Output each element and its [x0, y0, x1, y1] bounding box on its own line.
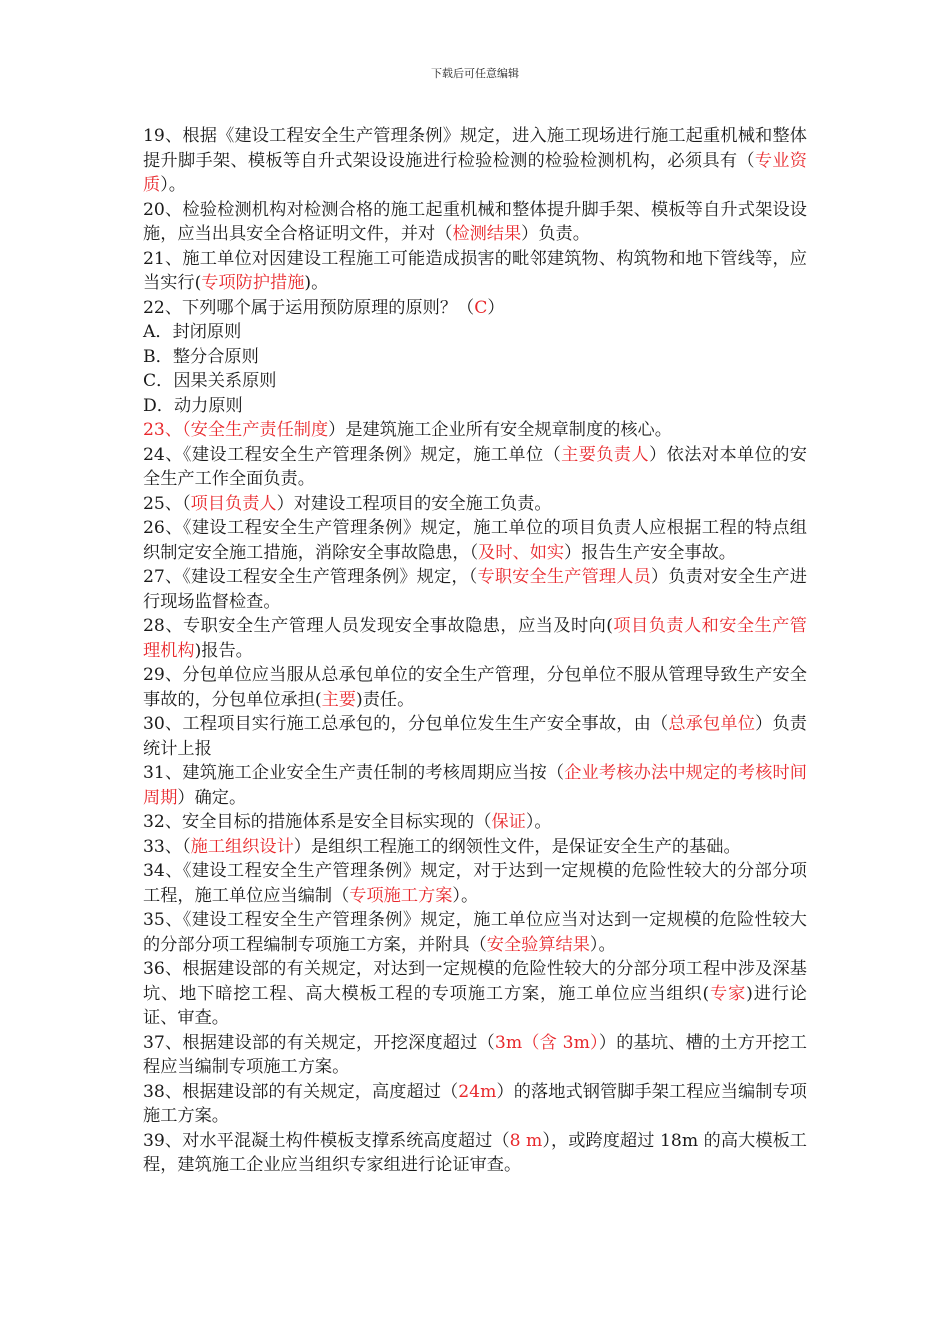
document-body [143, 124, 807, 1178]
answer-text: 总承包单位 [668, 714, 756, 734]
question-text: ）。 [160, 175, 186, 195]
question-text: ）的落地式钢管脚手架工程应当编制专项施工方案。 [143, 1081, 807, 1126]
question-text: ）负责对安全生产进行现场监督检查。 [143, 567, 807, 612]
page-header: 下载后可任意编辑 [431, 67, 519, 80]
question-paragraph [143, 835, 807, 860]
question-paragraph [143, 394, 807, 419]
answer-text: 专项施工方案 [349, 885, 453, 906]
answer-text: C [474, 297, 488, 318]
question-text: 36、根据建设部的有关规定，对达到一定规模的危险性较大的分部分项工程中涉及深基坑、地下暗挖工程、高大模板工程的专项施工方案，施工单位应当组织( [143, 959, 807, 1004]
question-text: ） [487, 297, 505, 318]
question-text: 33、（ [143, 836, 191, 857]
question-text: ）。 [525, 812, 552, 832]
question-text: ）。 [589, 934, 616, 955]
question-text: 32、安全目标的措施体系是安全目标实现的（ [143, 812, 492, 832]
question-text: 35、《建设工程安全生产管理条例》规定，施工单位应当对达到一定规模的危险性较大的分部分项工程编制专项施工方案，并附具（ [143, 910, 807, 955]
question-text: 38、根据建设部的有关规定，高度超过（ [143, 1081, 459, 1102]
question-paragraph [143, 908, 807, 957]
question-paragraph [143, 565, 807, 614]
question-text: 31、建筑施工企业安全生产责任制的考核周期应当按（ [143, 763, 565, 783]
answer-text: 施工组织设计 [190, 836, 294, 857]
question-text: D．动力原则 [143, 395, 243, 416]
question-paragraph [143, 296, 807, 321]
question-text: 21、施工单位对因建设工程施工可能造成损害的毗邻建筑物、构筑物和地下管线等，应当实行( [143, 248, 807, 293]
question-text: )报告。 [194, 640, 253, 661]
answer-text: 3m（含 3m） [494, 1032, 599, 1053]
answer-text: 专家 [709, 983, 747, 1004]
question-paragraph [143, 1080, 807, 1129]
question-paragraph [143, 369, 807, 394]
question-paragraph [143, 1129, 807, 1178]
question-text: 29、分包单位应当服从总承包单位的安全生产管理，分包单位不服从管理导致生产安全事故的，分包单位承担( [143, 665, 807, 710]
question-text: ），或跨度超过 18m 的高大模板工程，建筑施工企业应当组织专家组进行论证审查。 [143, 1130, 807, 1175]
question-text: ）的基坑、槽的土方开挖工程应当编制专项施工方案。 [143, 1032, 807, 1077]
answer-text: 主要 [321, 689, 356, 710]
question-paragraph [143, 345, 807, 370]
question-paragraph [143, 859, 807, 908]
answer-text: 项目负责人 [190, 493, 277, 514]
question-text: 25、（ [143, 493, 191, 514]
question-text: B．整分合原则 [143, 346, 259, 367]
answer-text: 主要负责人 [561, 444, 650, 465]
answer-text: 检测结果 [452, 224, 522, 244]
question-text: 27、《建设工程安全生产管理条例》规定，（ [143, 567, 478, 587]
question-text: ）负责统计上报 [143, 714, 807, 759]
answer-text: 企业考核办法中规定的考核时间周期 [143, 763, 807, 808]
answer-text: 安全验算结果 [486, 934, 590, 955]
answer-text: 专项防护措施 [201, 273, 305, 293]
question-text: 24、《建设工程安全生产管理条例》规定，施工单位（ [143, 444, 562, 465]
question-paragraph [143, 247, 807, 296]
answer-text: 24m [458, 1081, 497, 1102]
question-text: 26、《建设工程安全生产管理条例》规定，施工单位的项目负责人应根据工程的特点组织制定安全施工措施，消除安全事故隐患，（ [143, 518, 807, 563]
question-text: ）依法对本单位的安全生产工作全面负责。 [143, 444, 807, 489]
question-text: 30、工程项目实行施工总承包的，分包单位发生生产安全事故，由（ [143, 714, 669, 734]
question-text: ）。 [452, 885, 479, 906]
question-text: )责任。 [355, 689, 415, 710]
question-text: ）负责。 [521, 224, 590, 244]
question-text: A．封闭原则 [143, 322, 242, 342]
question-paragraph [143, 124, 807, 198]
answer-text: 安全生产责任制度 [190, 420, 329, 440]
question-text: 34、《建设工程安全生产管理条例》规定，对于达到一定规模的危险性较大的分部分项工程，施工单位应当编制（ [143, 861, 807, 906]
question-text: 19、根据《建设工程安全生产管理条例》规定，进入施工现场进行施工起重机械和整体提升脚手架、模板等自升式架设设施进行检验检测的检验检测机构，必须具有（ [143, 126, 807, 171]
question-text: 22、下列哪个属于运用预防原理的原则？（ [143, 297, 475, 318]
question-paragraph [143, 614, 807, 663]
question-paragraph [143, 810, 807, 835]
question-text: ）对建设工程项目的安全施工负责。 [276, 493, 552, 514]
answer-text: 23、（ [143, 420, 191, 440]
question-text: C．因果关系原则 [143, 371, 277, 391]
question-paragraph [143, 761, 807, 810]
question-text: 37、根据建设部的有关规定，开挖深度超过（ [143, 1032, 495, 1053]
question-paragraph [143, 712, 807, 761]
answer-text: 及时、如实 [478, 542, 565, 563]
answer-text: 专职安全生产管理人员 [477, 567, 651, 587]
question-paragraph [143, 443, 807, 492]
question-text: )。 [304, 273, 329, 293]
question-paragraph [143, 663, 807, 712]
answer-text: 专业资质 [143, 150, 807, 195]
question-paragraph [143, 1031, 807, 1080]
question-paragraph [143, 957, 807, 1031]
answer-text: 保证 [491, 812, 526, 832]
question-paragraph [143, 418, 807, 443]
question-text: ）确定。 [177, 787, 247, 808]
question-paragraph [143, 198, 807, 247]
question-text: ）是组织工程施工的纲领性文件，是保证安全生产的基础。 [293, 836, 741, 857]
question-paragraph [143, 516, 807, 565]
question-paragraph [143, 492, 807, 517]
question-text: ）报告生产安全事故。 [564, 542, 736, 563]
answer-text: 项目负责人和安全生产管理机构 [143, 616, 807, 661]
question-text: 28、专职安全生产管理人员发现安全事故隐患，应当及时向( [143, 616, 613, 636]
question-text: 20、检验检测机构对检测合格的施工起重机械和整体提升脚手架、模板等自升式架设设施，应当出具安全合格证明文件，并对（ [143, 199, 807, 244]
question-text: )进行论证、审查。 [143, 983, 807, 1028]
question-text: 39、对水平混凝土构件模板支撑系统高度超过（ [143, 1130, 510, 1151]
question-paragraph [143, 320, 807, 345]
question-text: ）是建筑施工企业所有安全规章制度的核心。 [328, 420, 672, 440]
answer-text: 8 m [509, 1130, 543, 1151]
